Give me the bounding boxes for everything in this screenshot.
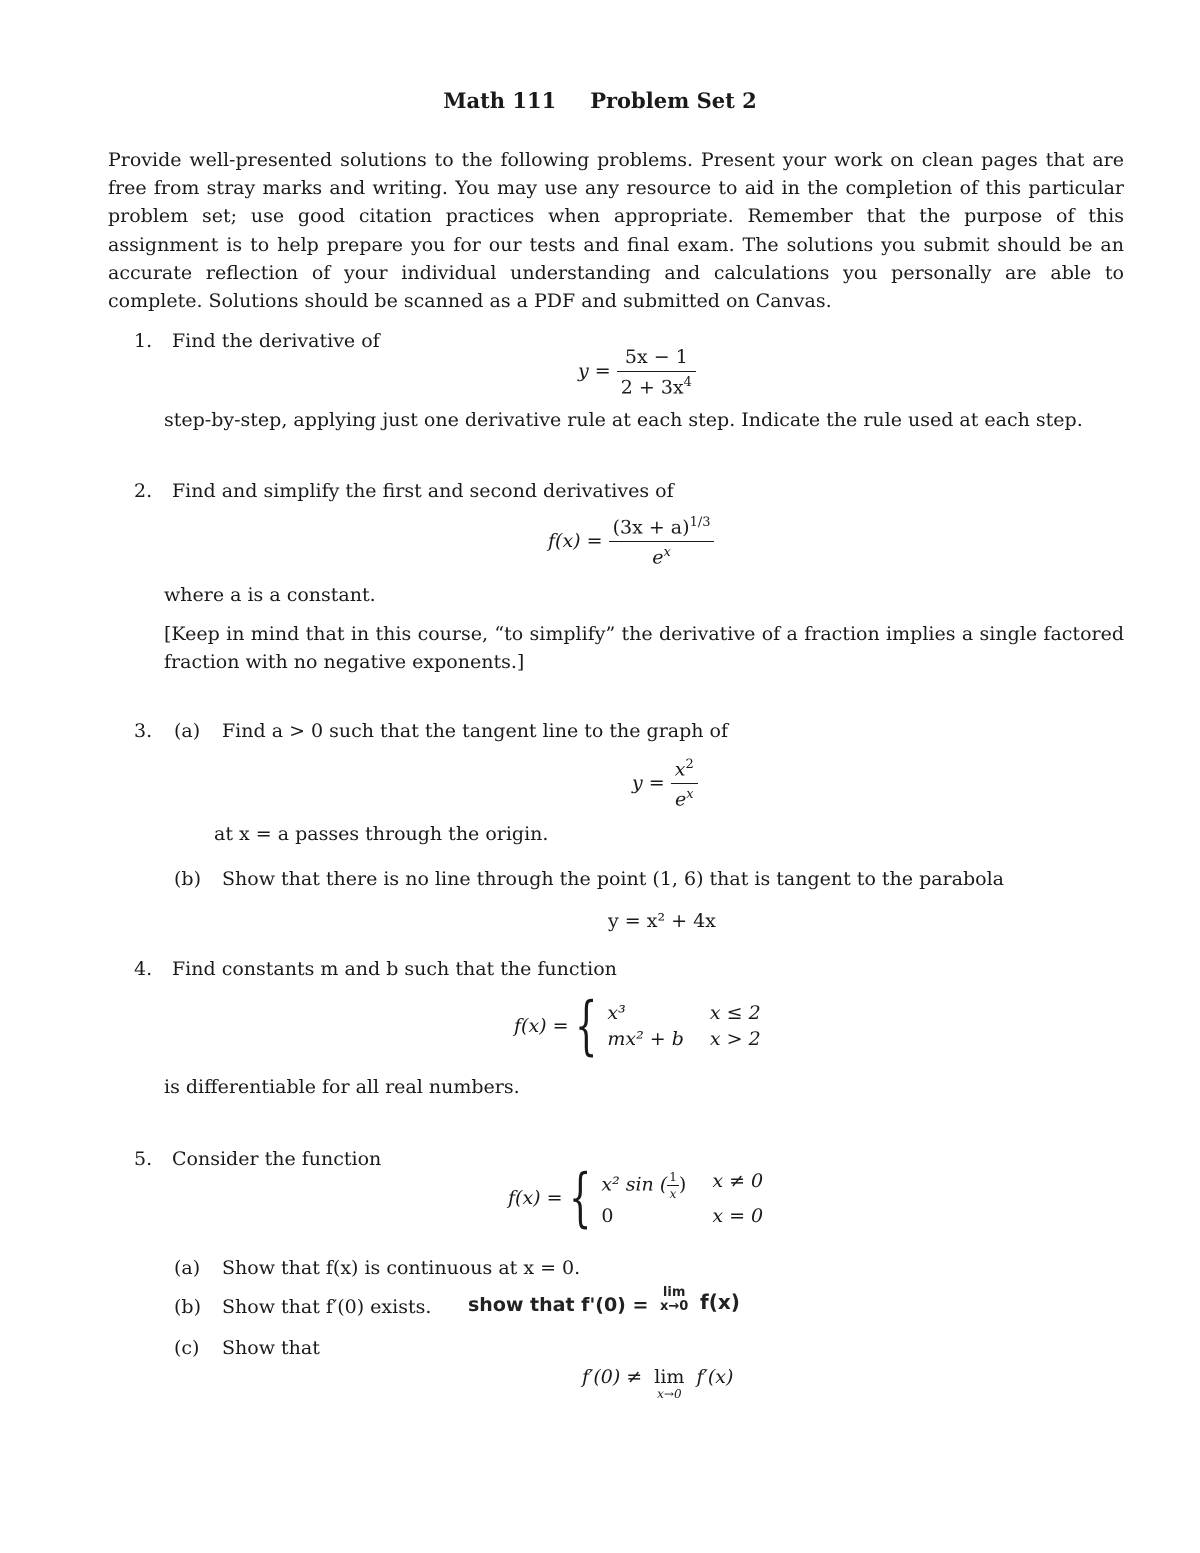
problem-2-equation [548, 515, 714, 569]
handwritten-limit [660, 1286, 688, 1314]
problem-3b-text: Show that there is no line through the point (1, 6) that is tangent to the parabola [222, 868, 1004, 890]
problem-1-equation [578, 346, 696, 398]
problem-3a-text: Find a > 0 such that the tangent line to the graph of [222, 720, 729, 742]
problem-3b-equation: y = x² + 4x [608, 910, 716, 932]
problem-1-instructions: step-by-step, applying just one derivative rule at each step. Indicate the rule used at each step. [164, 409, 1083, 431]
problem-3a-equation [632, 757, 698, 811]
handwritten-lim: lim [662, 1285, 686, 1300]
problem-4-case1-expr: x³ [607, 1002, 626, 1024]
problem-4-case1-cond: x ≤ 2 [709, 1002, 761, 1024]
problem-2-numerator: (3x + a) [612, 516, 690, 539]
problem-3a-numerator: x [674, 758, 686, 781]
problem-5-case1-expr: x² sin ( [601, 1173, 668, 1195]
problem-5c-rhs: f′(x) [696, 1366, 734, 1388]
instructions-paragraph: Provide well-presented solutions to the following problems. Present your work on clean pages that are free from stray marks and writing. You may use any resource to aid in the completion of this particular problem set; use good citation practices when appropriate. Remember that the purpose of this assignment is to help prepare you for our tests and final exam. The solutions you submit should be an accurate reflection of your individual understanding and calculations you personally are able to complete. Solutions should be scanned as a PDF and submitted on Canvas. [108, 149, 1124, 313]
problem-5c-label: (c) [174, 1337, 200, 1359]
problem-3a-after: at x = a passes through the origin. [214, 823, 549, 845]
handwritten-note: show that f'(0) = [468, 1294, 649, 1316]
problem-5-case2-expr: 0 [601, 1204, 614, 1227]
problem-4-text: Find constants m and b such that the function [172, 958, 617, 980]
course-title: Math 111 [443, 88, 557, 113]
problem-1-denominator: 2 + 3x [620, 376, 684, 399]
problem-1-number: 1. [134, 330, 153, 352]
problem-4-after: is differentiable for all real numbers. [164, 1076, 520, 1098]
problem-5-case2-cond: x = 0 [712, 1204, 764, 1227]
problem-5-number: 5. [134, 1148, 153, 1170]
problem-5-equation [508, 1161, 764, 1235]
problem-3a-lhs: y = [632, 771, 665, 794]
problem-2-denominator: e [652, 546, 664, 569]
problem-4-lhs: f(x) = [514, 1015, 569, 1037]
problem-3a-denominator: e [674, 788, 687, 811]
problem-5c-text: Show that [222, 1337, 320, 1359]
problem-5c-lhs: f′(0) ≠ [582, 1366, 643, 1388]
problem-2-lhs: f(x) = [548, 529, 603, 552]
problem-3b-label: (b) [174, 868, 201, 890]
handwritten-fx: f(x) [700, 1290, 740, 1314]
handwritten-lim-sub: x→0 [660, 1299, 689, 1314]
problem-5-case1-frac-den: x [669, 1186, 677, 1201]
problem-4-case2-expr: mx² + b [607, 1028, 684, 1050]
page-title [0, 88, 1200, 113]
problem-5c-lim: lim [654, 1366, 685, 1388]
problem-3a-label: (a) [174, 720, 201, 742]
problem-set-title: Problem Set 2 [590, 88, 757, 113]
problem-2-where: where a is a constant. [164, 584, 376, 606]
problem-4-brace: { [574, 989, 597, 1063]
problem-5-case1-cond: x ≠ 0 [712, 1169, 764, 1192]
problem-1-text: Find the derivative of [172, 330, 380, 352]
problem-4-equation [514, 989, 761, 1063]
problem-3a-numerator-exponent: 2 [685, 757, 694, 772]
problem-5-brace: { [568, 1161, 591, 1235]
problem-5b-label: (b) [174, 1296, 201, 1318]
problem-2-denominator-exponent: x [663, 545, 671, 561]
problem-4-case2-cond: x > 2 [709, 1028, 761, 1050]
problem-5-text: Consider the function [172, 1148, 382, 1170]
problem-5-lhs: f(x) = [508, 1187, 563, 1209]
problem-1-lhs: y = [578, 360, 611, 383]
problem-2-note: [Keep in mind that in this course, “to simplify” the derivative of a fraction implies a single factored fraction with no negative exponents.] [164, 623, 1124, 673]
problem-3a-denominator-exponent: x [686, 787, 694, 803]
problem-1-numerator: 5x − 1 [617, 346, 696, 372]
problem-5a-label: (a) [174, 1257, 201, 1279]
problem-3-number: 3. [134, 720, 153, 742]
problem-5c-equation [582, 1366, 733, 1400]
problem-5c-lim-sub: x→0 [657, 1387, 682, 1401]
problem-2-text: Find and simplify the first and second derivatives of [172, 480, 674, 502]
problem-2-numerator-exponent: 1/3 [689, 515, 711, 530]
problem-1-denominator-exponent: 4 [683, 375, 692, 390]
problem-2-number: 2. [134, 480, 153, 502]
problem-5a-text: Show that f(x) is continuous at x = 0. [222, 1257, 581, 1279]
problem-5-case1-frac-num: 1 [669, 1169, 677, 1184]
problem-5-case1-close: ) [678, 1173, 687, 1195]
problem-4-number: 4. [134, 958, 153, 980]
problem-5b-text: Show that f′(0) exists. [222, 1296, 432, 1318]
